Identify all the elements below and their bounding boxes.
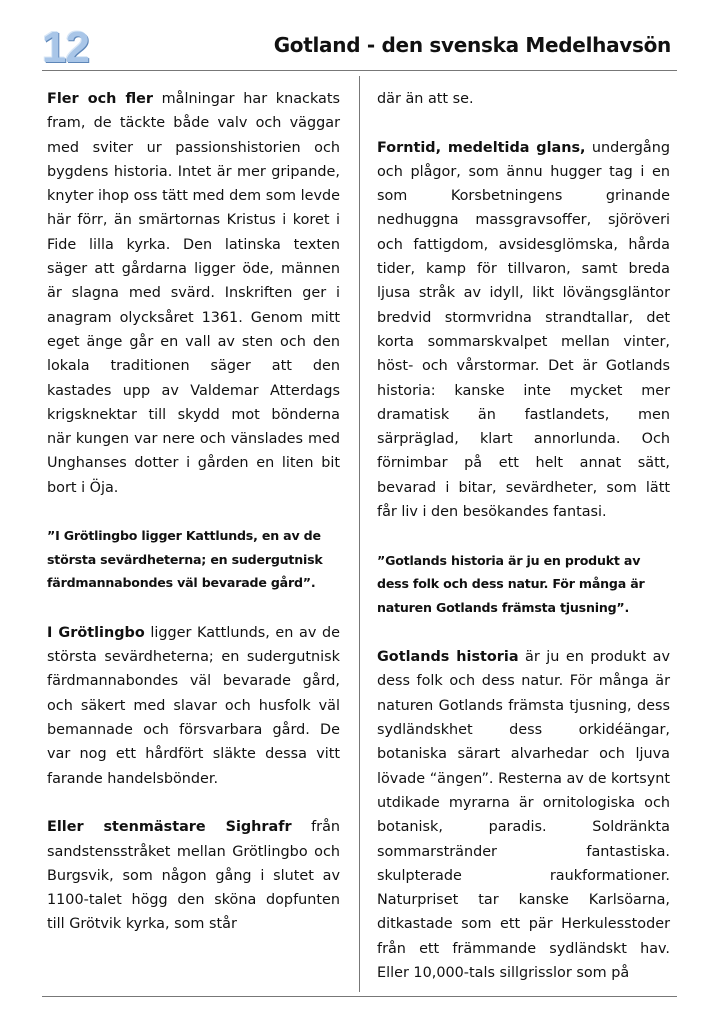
page-title: Gotland - den svenska Medelhavsön — [273, 33, 671, 57]
paragraph — [377, 87, 670, 111]
paragraph-lead: Forntid, medeltida glans, — [377, 139, 586, 156]
paragraph — [47, 621, 340, 791]
paragraph — [47, 87, 340, 500]
column-divider — [359, 76, 360, 992]
paragraph-text: är ju en produkt av dess folk och dess natur. För många är naturen Gotlands främsta tjusning, dess sydländskhet dess orkidéängar, botaniska särart alvarhedar och ljuva lövade “ängen”. Resterna av de kortsynt utdikade myrarna är ornitologiska och botanisk, paradis. Soldränkta sommarstränder fantastiska. skulpterade raukformationer. Naturpriset tar kanske Karlsöarna, ditkastade som ett pär Herkulesstoder från ett främmande sydländskt hav. Eller 10,000-tals sillgrisslor som på — [377, 649, 670, 981]
paragraph-lead: Eller stenmästare Sighrafr — [47, 819, 292, 836]
header-rule — [42, 70, 677, 71]
paragraph-lead: Gotlands historia — [377, 649, 519, 666]
right-column — [377, 87, 670, 1010]
paragraph — [47, 815, 340, 936]
pull-quote: ”I Grötlingbo ligger Kattlunds, en av de största sevärdheterna; en sudergutnisk färdmannabondes väl bevarade gård”. — [47, 528, 323, 591]
page-number: 12 — [42, 23, 89, 72]
paragraph-text: undergång och plågor, som ännu hugger tag i en som Korsbetningens grinande nedhuggna massgravsoffer, sjöröveri och fattigdom, avsidesglömska, hårda tider, kamp för tillvaron, samt breda ljusa stråk av idyll, likt lövängsgläntor bredvid stormvridna strandtallar, det korta sommarskvalpet mellan vinter, höst- och vårstormar. Det är Gotlands historia: kanske inte mycket mer dramatisk än fastlandets, men särpräglad, klart annorlunda. Och förnimbar på ett helt annat sätt, bevarad i bitar, sevärdheter, som lätt får liv i den besökandes fantasi. — [377, 139, 670, 521]
paragraph-text: målningar har knackats fram, de täckte både valv och väggar med sviter ur passionshistorien och bygdens historia. Intet är mer gripande, knyter ihop oss tätt med dem som levde här förr, än smärtornas Kristus i koret i Fide lilla kyrka. Den latinska texten säger att gårdarna ligger öde, männen är slagna med svärd. Inskriften ger i anagram olycksåret 1361. Genom mitt eget änge går en vall av sten och den lokala traditionen säger att den kastades upp av Valdemar Atterdags krigsknektar till skydd mot bönderna när kungen var nere och vänslades med Unghanses dotter i gården en liten bit bort i Öja. — [47, 91, 340, 496]
paragraph-lead: I Grötlingbo — [47, 624, 145, 641]
footer-rule — [42, 996, 677, 997]
paragraph — [377, 136, 670, 525]
paragraph-text: ligger Kattlunds, en av de största sevärdheterna; en sudergutnisk färdmannabondes väl bevarade gård, och säkert med slavar och husfolk väl bemannade och försvarbara gård. De var nog ett hårdfört släkte dessa vitt farande handelsbönder. — [47, 624, 340, 787]
paragraph-lead: Fler och fler — [47, 91, 153, 107]
paragraph-text: från sandstensstråket mellan Grötlingbo och Burgsvik, som någon gång i slutet av 1100-talet högg den sköna dopfunten till Grötvik kyrka, som står — [47, 819, 341, 933]
paragraph — [377, 645, 670, 985]
paragraph-text: där än att se. — [377, 91, 474, 107]
pull-quote: ”Gotlands historia är ju en produkt av dess folk och dess natur. För många är naturen Gotlands främsta tjusning”. — [377, 552, 645, 615]
left-column — [47, 87, 340, 961]
